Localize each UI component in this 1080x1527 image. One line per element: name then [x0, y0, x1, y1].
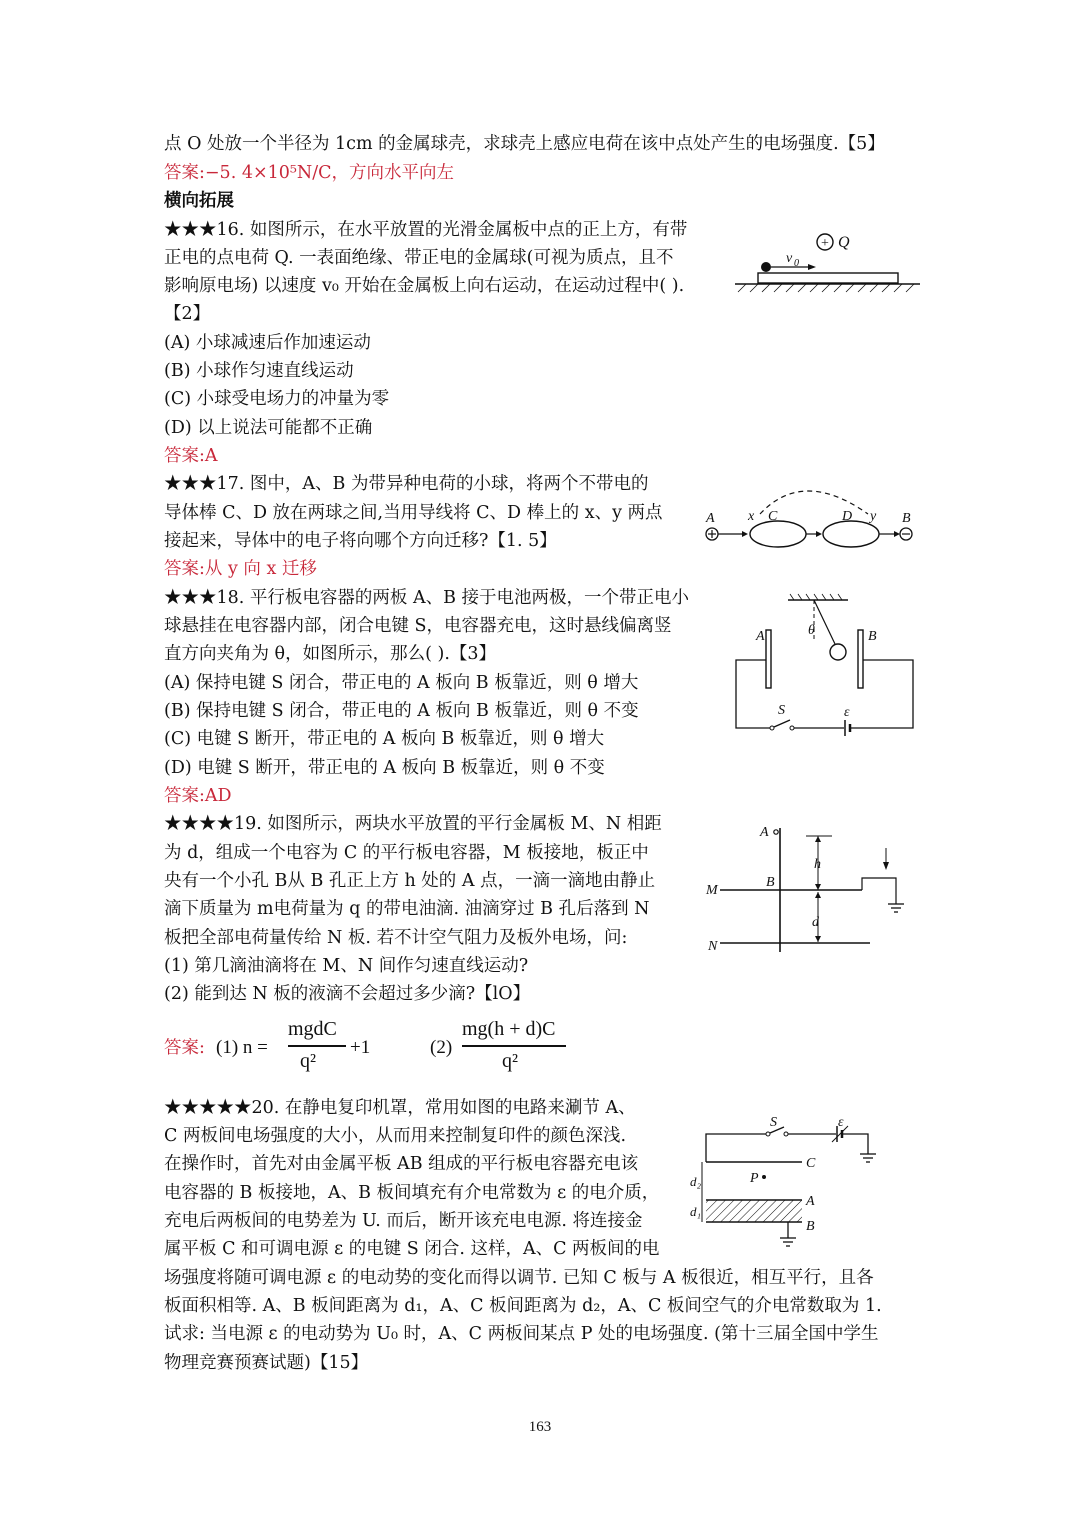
q19-label-b: B — [766, 875, 775, 890]
q20-dielectric — [706, 1200, 802, 1222]
q18-label-b: B — [868, 629, 877, 644]
q16-line-1: ★★★16. 如图所示，在水平放置的光滑金属板中点的正上方，有带 — [164, 220, 688, 240]
q17-conductor-c — [750, 521, 806, 547]
q20-line-8: 板面积相等. A、B 板间距离为 d₁，A、C 板间距离为 d₂，A、C 板间空气的介电常数取为 1. — [164, 1296, 882, 1316]
q17-figure — [698, 478, 928, 558]
q20-figure — [688, 1110, 888, 1260]
q19-label-n: N — [708, 939, 718, 954]
q19-part1-fraction — [288, 1018, 348, 1078]
q17-label-c: C — [768, 509, 778, 524]
q18-line-1: ★★★18. 平行板电容器的两板 A、B 接于电池两极，一个带正电小 — [164, 588, 690, 608]
q19-line-1: ★★★★19. 如图所示，两块水平放置的平行金属板 M、N 相距 — [164, 814, 662, 834]
intro-line: 点 O 处放一个半径为 1cm 的金属球壳，求球壳上感应电荷在该中点处产生的电场强度.【5】 — [164, 134, 885, 154]
q16-plus-label: + — [821, 236, 829, 251]
q20-label-p: P — [750, 1171, 759, 1186]
q19-label-d: d — [812, 915, 819, 930]
q18-theta: θ — [808, 623, 815, 638]
q19-answer-label: 答案: — [164, 1038, 205, 1058]
q17-answer: 答案:从 y 向 x 迁移 — [164, 559, 317, 579]
q20-line-7: 场强度将随可调电源 ε 的电动势的变化而得以调节. 已知 C 板与 A 板很近，相互平行，且各 — [164, 1268, 874, 1288]
q19-line-3: 央有一个小孔 B从 B 孔正上方 h 处的 A 点，一滴一滴地由静止 — [164, 871, 656, 891]
q16-v-label: v — [786, 251, 793, 266]
q16-q-label: Q — [838, 234, 850, 251]
q16-line-3: 影响原电场) 以速度 v₀ 开始在金属板上向右运动，在运动过程中( ). — [164, 276, 685, 296]
q18-figure — [730, 590, 920, 740]
q18-option-c: (C) 电键 S 断开，带正电的 A 板向 B 板靠近，则 θ 增大 — [164, 729, 605, 749]
intro-answer: 答案:−5. 4×10⁵N/C，方向水平向左 — [164, 163, 454, 183]
q20-label-emf: ε — [838, 1115, 844, 1130]
q17-label-d: D — [842, 509, 853, 524]
q20-label-b: B — [806, 1219, 815, 1234]
q19-part2-numerator: mg(h + d)C — [462, 1018, 556, 1040]
q16-figure — [730, 222, 930, 302]
q20-line-2: C 两板间电场强度的大小，从而用来控制复印件的颜色深浅. — [164, 1126, 627, 1146]
q18-label-a: A — [756, 629, 765, 644]
q16-option-c: (C) 小球受电场力的冲量为零 — [164, 389, 390, 409]
q20-line-4: 电容器的 B 板接地，A、B 板间填充有介电常数为 ε 的电介质， — [164, 1183, 660, 1203]
q20-line-9: 试求: 当电源 ε 的电动势为 U₀ 时，A、C 两板间某点 P 处的电场强度. (第十三届全国中学生 — [164, 1324, 879, 1344]
q18-line-3: 直方向夹角为 θ，如图所示，那么( ).【3】 — [164, 644, 497, 664]
q16-ball — [761, 262, 771, 272]
q16-option-d: (D) 以上说法可能都不正确 — [164, 418, 373, 438]
q19-part2-prefix: (2) — [430, 1037, 453, 1058]
q16-option-a: (A) 小球减速后作加速运动 — [164, 333, 371, 353]
q18-label-emf: ε — [844, 705, 850, 720]
q17-label-y: y — [870, 509, 877, 524]
q16-v-sub: 0 — [794, 258, 799, 269]
q18-option-d: (D) 电键 S 断开，带正电的 A 板向 B 板靠近，则 θ 不变 — [164, 758, 605, 778]
page-number: 163 — [528, 1419, 552, 1435]
q18-line-2: 球悬挂在电容器内部，闭合电键 S，电容器充电，这时悬线偏离竖 — [164, 616, 672, 636]
q19-part1-prefix: (1) n = — [216, 1037, 268, 1058]
q19-line-7: (2) 能到达 N 板的液滴不会超过多少滴?【lO】 — [164, 984, 531, 1004]
q18-thread — [814, 600, 835, 644]
q16-answer: 答案:A — [164, 446, 218, 466]
q20-label-d1: d₁ — [690, 1204, 702, 1219]
q19-part1-numerator: mgdC — [288, 1018, 337, 1040]
q20-line-1: ★★★★★20. 在静电复印机罩，常用如图的电路来涮节 A、 — [164, 1098, 636, 1118]
q17-line-1: ★★★17. 图中，A、B 为带异种电荷的小球，将两个不带电的 — [164, 474, 649, 494]
q16-metal-plate — [758, 273, 898, 283]
q20-line-6: 属平板 C 和可调电源 ε 的电键 S 闭合. 这样，A、C 两板间的电 — [164, 1239, 660, 1259]
q19-label-m: M — [706, 883, 718, 898]
q20-line-3: 在操作时，首先对由金属平板 AB 组成的平行板电容器充电该 — [164, 1154, 639, 1174]
q19-line-5: 板把全部电荷量传给 N 板. 若不计空气阻力及板外电场，问: — [164, 928, 628, 948]
q17-label-a: A — [706, 511, 715, 526]
q18-label-s: S — [778, 703, 785, 718]
q16-ground-hatch — [738, 284, 914, 292]
q19-line-6: (1) 第几滴油滴将在 M、N 间作匀速直线运动? — [164, 956, 529, 976]
q20-line-5: 充电后两板间的电势差为 U. 而后，断开该充电电源. 将连接金 — [164, 1211, 643, 1231]
q19-part1-denominator: q² — [300, 1050, 316, 1072]
q19-figure — [702, 818, 922, 960]
q19-part2-fraction — [462, 1018, 572, 1078]
q20-label-c: C — [806, 1156, 816, 1171]
q20-line-10: 物理竞赛预赛试题)【15】 — [164, 1353, 369, 1373]
q16-line-4: 【2】 — [164, 304, 211, 324]
q18-plate-a — [766, 630, 771, 688]
q20-label-d2: d₂ — [690, 1174, 702, 1189]
q20-label-a: A — [806, 1194, 815, 1209]
q19-part1-suffix: +1 — [350, 1037, 371, 1058]
q18-switch-s — [774, 720, 790, 727]
q17-line-2: 导体棒 C、D 放在两球之间,当用导线将 C、D 棒上的 x、y 两点 — [164, 503, 663, 523]
q18-ball — [830, 644, 846, 660]
q18-plate-b — [858, 630, 863, 688]
section-title: 横向拓展 — [164, 191, 234, 211]
q17-conductor-d — [823, 521, 879, 547]
q17-label-b: B — [902, 511, 911, 526]
q19-part2-denominator: q² — [502, 1050, 518, 1072]
q19-label-h: h — [814, 857, 821, 872]
q18-option-a: (A) 保持电键 S 闭合，带正电的 A 板向 B 板靠近，则 θ 增大 — [164, 673, 639, 693]
q19-line-2: 为 d，组成一个电容为 C 的平行板电容器，M 板接地，板正中 — [164, 843, 649, 863]
q17-label-x: x — [748, 509, 755, 524]
q16-line-2: 正电的点电荷 Q. 一表面绝缘、带正电的金属球(可视为质点，且不 — [164, 248, 674, 268]
q19-line-4: 滴下质量为 m电荷量为 q 的带电油滴. 油滴穿过 B 孔后落到 N — [164, 899, 650, 919]
q18-option-b: (B) 保持电键 S 闭合，带正电的 A 板向 B 板靠近，则 θ 不变 — [164, 701, 639, 721]
q20-label-s: S — [770, 1115, 777, 1130]
q16-option-b: (B) 小球作匀速直线运动 — [164, 361, 354, 381]
q19-label-a: A — [760, 825, 769, 840]
q18-answer: 答案:AD — [164, 786, 232, 806]
q17-line-3: 接起来，导体中的电子将向哪个方向迁移?【1. 5】 — [164, 531, 557, 551]
